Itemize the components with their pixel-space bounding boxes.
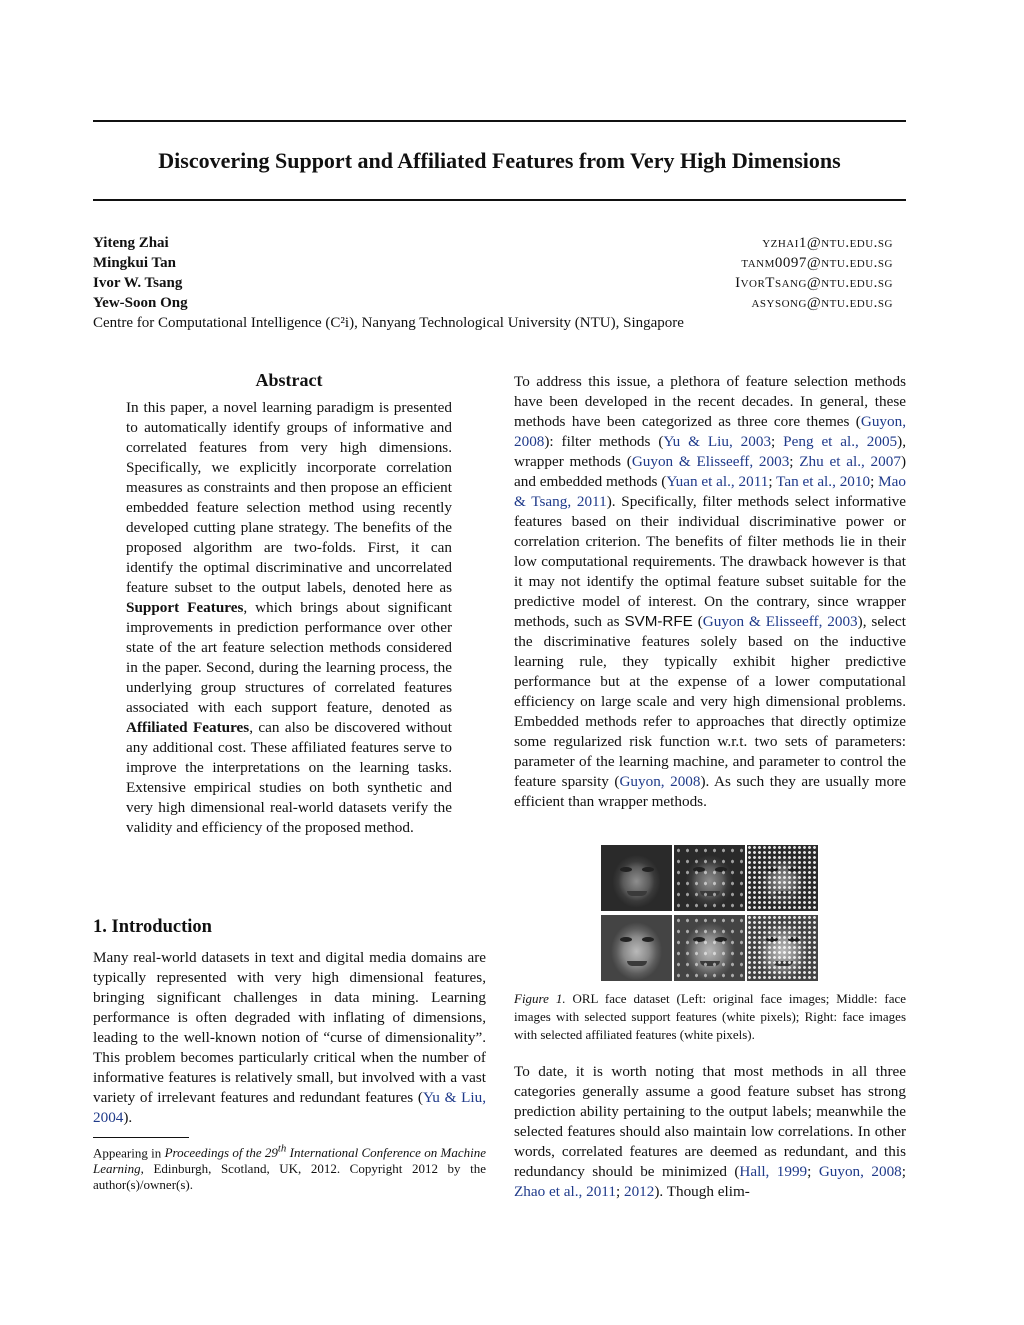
face-image-support-features [674,845,745,911]
body-text: ; [807,1163,819,1180]
body-text: ( [692,613,703,630]
body-paragraph [514,372,906,812]
footnote-rule [93,1137,189,1138]
body-text: ). Specifically, filter methods select informative features based on their individual discriminative power or correlation criterion. The benefits of filter methods lie in their low computational requirements. The drawback however is that it may not identify the optimal feature subset suitable for the predictive model of interest. On the contrary, since wrapper methods, such as [514,493,906,630]
face-image-affiliated-features [747,915,818,981]
body-text: ; [615,1183,624,1200]
body-paragraph [514,1062,906,1202]
intro-body [93,948,486,1128]
author-name: Yiteng Zhai [93,235,169,251]
author-name: Ivor W. Tsang [93,275,183,291]
abstract-text: , can also be discovered without any additional cost. These affiliated features serve to improve the interpretations on the learning tasks. Extensive empirical studies on both synthetic and very high dimensional real-world datasets verify the validity and efficiency of the proposed method. [126,719,452,836]
abstract-heading: Abstract [255,370,323,390]
body-text: ) and embedded methods ( [514,453,906,490]
method-name: SVM-RFE [624,613,693,630]
citation-link[interactable]: Yu & Liu, 2004 [93,1089,487,1126]
body-text: ; [901,1163,906,1180]
affiliation: Centre for Computational Intelligence (C²i), Nanyang Technological University (NTU), Singapore [93,315,684,331]
right-column-bottom [514,1062,906,1202]
author-block [93,233,893,333]
right-column-top [514,372,906,812]
footnote-text: Appearing in [93,1145,165,1161]
intro-text: ). [123,1109,133,1126]
citation-link[interactable]: 2012 [623,1183,655,1200]
citation-link[interactable]: Yuan et al., 2011 [666,473,769,490]
citation-link[interactable]: Zhao et al., 2011 [514,1183,616,1200]
author-email[interactable]: yzhai1@ntu.edu.sg [762,235,893,251]
citation-link[interactable]: Yu & Liu, 2003 [663,433,772,450]
citation-link[interactable]: Tan et al., 2010 [776,473,871,490]
face-image-support-features [674,915,745,981]
citation-link[interactable]: Zhu et al., 2007 [799,453,901,470]
body-text: ; [771,433,784,450]
title-bottom-rule [93,199,906,201]
venue-text: International Conference on Machine Learning [93,1145,487,1177]
figure-caption [514,990,906,1044]
author-name: Mingkui Tan [93,255,176,271]
paper-title: Discovering Support and Affiliated Features from Very High Dimensions [158,148,841,173]
citation-link[interactable]: Hall, 1999 [739,1163,808,1180]
figure-face-grid [601,845,818,981]
body-text: ): filter methods ( [544,433,664,450]
abstract-text: , which brings about significant improvements in prediction performance over other state of the art feature selection methods considered in the paper. Second, during the learning process, the underlying group structures of correlated features associated with each support feature, denoted as [126,599,452,716]
footnote [93,1141,486,1193]
body-text: ). As such they are usually more efficient than wrapper methods. [514,773,907,810]
ordinal-suffix: th [277,1143,287,1155]
section-heading-introduction: 1. Introduction [93,917,212,937]
body-text: ). Though elim- [654,1183,750,1200]
author-email[interactable]: asysong@ntu.edu.sg [751,295,893,311]
citation-link[interactable]: Guyon, 2008 [619,773,701,790]
author-email[interactable]: IvorTsang@ntu.edu.sg [735,275,893,291]
abstract-text: In this paper, a novel learning paradigm is presented to automatically identify groups of informative and correlated features from very high dimensions. Specifically, we explicitly incorporate correlation measures as constraints and then propose an efficient embedded feature selection method using recently developed cutting plane strategy. The benefits of the proposed algorithm are two-folds. First, it can identify the optimal discriminative and uncorrelated feature subset to the output labels, denoted here as [126,399,452,596]
citation-link[interactable]: Guyon, 2008 [514,413,906,450]
body-text: ; [789,453,800,470]
citation-link[interactable]: Guyon & Elisseeff, 2003 [702,613,858,630]
citation-link[interactable]: Peng et al., 2005 [783,433,898,450]
intro-text: Many real-world datasets in text and digital media domains are typically represented with very high dimensional features, bringing significant challenges in data mining. Learning performance is often degraded with inflating of dimensions, leading to the well-known notion of “curse of dimensionality”. This problem becomes particularly critical when the number of informative features is relatively small, but involved with a vast variety of irrelevant features and redundant features ( [93,949,486,1106]
footnote-text: , Edinburgh, Scotland, UK, 2012. Copyright 2012 by the author(s)/owner(s). [93,1161,486,1193]
citation-link[interactable]: Guyon, 2008 [818,1163,902,1180]
author-row [93,273,893,293]
body-text: ), select the discriminative features solely based on the inductive learning rule, they typically exhibit higher predictive performance but at the expense of a lower computational efficiency on large scale and very high dimensional problems. Embedded methods refer to approaches that directly optimize some regularized risk function w.r.t. two sets of parameters: parameter of the learning machine, and parameter to control the feature sparsity ( [514,613,906,790]
author-row [93,293,893,313]
author-row [93,253,893,273]
abstract-paragraph [126,398,452,838]
author-email[interactable]: tanm0097@ntu.edu.sg [741,255,893,271]
face-image-original [601,915,672,981]
citation-link[interactable]: Mao & Tsang, 2011 [514,473,906,510]
face-image-affiliated-features [747,845,818,911]
face-image-original [601,845,672,911]
venue-text: Proceedings of the 29 [164,1145,278,1161]
caption-text: ORL face dataset (Left: original face images; Middle: face images with selected support features (white pixels); Right: face images with selected affiliated features (white pixels). [514,991,907,1042]
author-name: Yew-Soon Ong [93,295,188,311]
support-features-term: Support Features [126,599,244,616]
body-text: ; [768,473,777,490]
citation-link[interactable]: Guyon & Elisseeff, 2003 [631,453,790,470]
affiliated-features-term: Affiliated Features [126,719,250,736]
body-text: To date, it is worth noting that most methods in all three categories generally assume a good feature subset has strong prediction ability pertaining to the output labels; meanwhile the selected features should also maintain low correlations. In other words, correlated features are deemed as redundant, and this redundancy should be minimized ( [514,1063,906,1180]
top-rule [93,120,906,122]
figure-label: Figure 1. [514,991,566,1006]
body-text: ; [870,473,879,490]
author-row [93,233,893,253]
body-text: To address this issue, a plethora of feature selection methods have been developed in the recent decades. In general, these methods have been categorized as three core themes ( [514,373,906,430]
body-text: ), wrapper methods ( [514,433,906,470]
abstract-body [126,398,452,838]
intro-paragraph [93,948,486,1128]
